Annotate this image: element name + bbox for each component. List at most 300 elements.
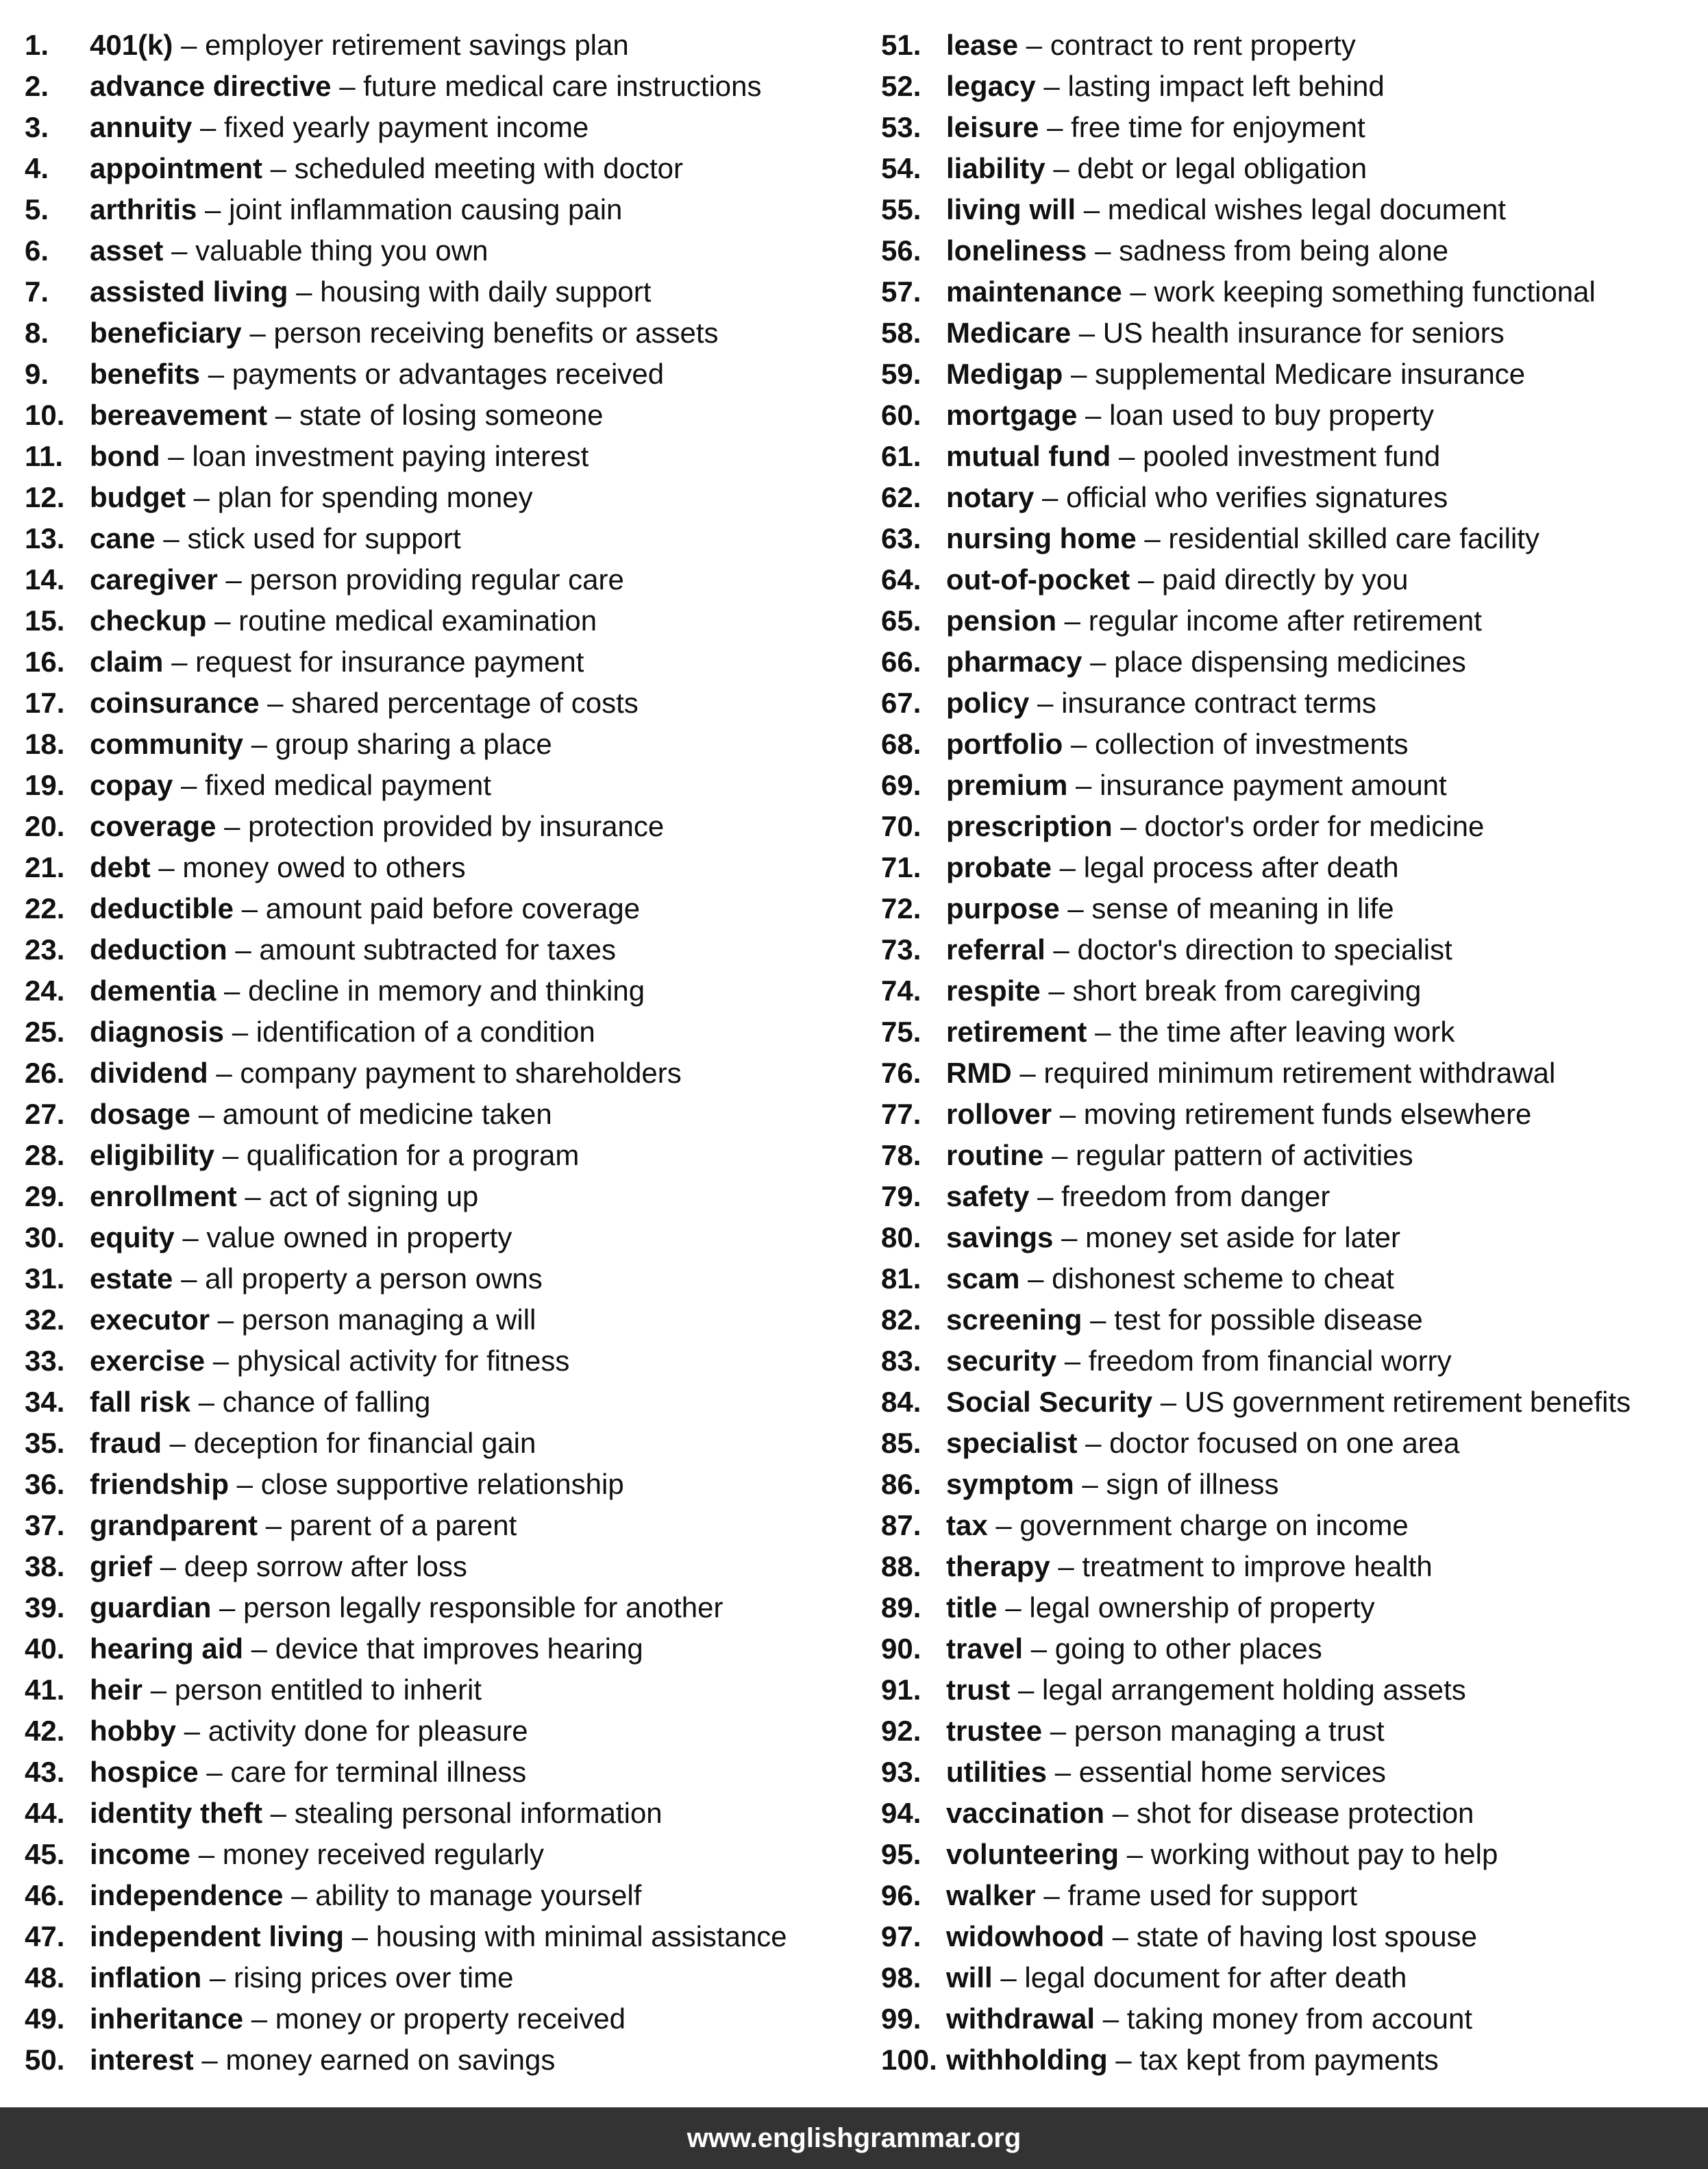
- entry-definition: government charge on income: [1019, 1509, 1409, 1541]
- entry-number: 26.: [25, 1057, 65, 1089]
- vocabulary-entry: [881, 395, 1703, 436]
- vocabulary-entry: [881, 1094, 1703, 1135]
- entry-term: Medigap: [946, 358, 1063, 390]
- vocabulary-entry: [881, 1464, 1703, 1505]
- entry-separator: –: [163, 646, 196, 678]
- entry-definition: physical activity for fitness: [236, 1345, 570, 1377]
- vocabulary-entry: [881, 1012, 1703, 1053]
- entry-separator: –: [1122, 275, 1154, 308]
- entry-separator: –: [1112, 810, 1145, 842]
- vocabulary-entry: [25, 230, 861, 271]
- entry-number: 61.: [881, 440, 921, 472]
- entry-term: debt: [90, 851, 151, 883]
- entry-term: maintenance: [946, 275, 1122, 308]
- entry-term: dosage: [90, 1098, 191, 1130]
- entry-separator: –: [217, 563, 250, 596]
- entry-term: hobby: [90, 1715, 176, 1747]
- entry-term: asset: [90, 234, 164, 267]
- vocabulary-entry: [25, 1998, 861, 2039]
- entry-number: 71.: [881, 851, 921, 883]
- entry-separator: –: [344, 1920, 376, 1952]
- entry-number: 23.: [25, 933, 65, 966]
- entry-separator: –: [1029, 687, 1062, 719]
- entry-definition: request for insurance payment: [195, 646, 584, 678]
- entry-separator: –: [1119, 1838, 1151, 1870]
- entry-separator: –: [190, 1386, 223, 1418]
- entry-separator: –: [1063, 358, 1096, 390]
- entry-number: 79.: [881, 1180, 921, 1212]
- entry-number: 25.: [25, 1016, 65, 1048]
- entry-number: 60.: [881, 399, 921, 431]
- entry-definition: dishonest scheme to cheat: [1052, 1262, 1394, 1295]
- entry-number: 38.: [25, 1550, 65, 1582]
- entry-separator: –: [1071, 317, 1103, 349]
- entry-term: guardian: [90, 1591, 212, 1623]
- entry-separator: –: [243, 1632, 275, 1665]
- entry-number: 10.: [25, 399, 65, 431]
- vocabulary-entry: [25, 1957, 861, 1998]
- entry-separator: –: [1056, 1345, 1089, 1377]
- entry-term: coinsurance: [90, 687, 260, 719]
- entry-number: 75.: [881, 1016, 921, 1048]
- vocabulary-entry: [25, 1340, 861, 1382]
- entry-number: 48.: [25, 1961, 65, 1994]
- entry-number: 47.: [25, 1920, 65, 1952]
- entry-definition: employer retirement savings plan: [205, 29, 629, 61]
- entry-separator: –: [216, 810, 249, 842]
- entry-term: respite: [946, 975, 1041, 1007]
- vocabulary-entry: [25, 354, 861, 395]
- entry-term: friendship: [90, 1468, 230, 1500]
- entry-separator: –: [1130, 563, 1162, 596]
- entry-term: screening: [946, 1303, 1082, 1336]
- entry-separator: –: [234, 892, 266, 924]
- entry-number: 5.: [25, 193, 49, 225]
- entry-definition: loan investment paying interest: [192, 440, 589, 472]
- entry-term: referral: [946, 933, 1045, 966]
- entry-term: out-of-pocket: [946, 563, 1130, 596]
- vocabulary-entry: [25, 1217, 861, 1258]
- vocabulary-entry: [881, 230, 1703, 271]
- entry-separator: –: [1040, 975, 1073, 1007]
- entry-term: probate: [946, 851, 1052, 883]
- vocabulary-entry: [881, 271, 1703, 313]
- entry-definition: US health insurance for seniors: [1102, 317, 1505, 349]
- entry-definition: amount paid before coverage: [265, 892, 641, 924]
- entry-definition: regular income after retirement: [1088, 604, 1482, 637]
- entry-definition: free time for enjoyment: [1071, 111, 1365, 143]
- entry-separator: –: [163, 234, 196, 267]
- entry-term: portfolio: [946, 728, 1063, 760]
- entry-definition: housing with daily support: [320, 275, 652, 308]
- vocabulary-entry: [881, 1258, 1703, 1299]
- entry-number: 83.: [881, 1345, 921, 1377]
- entry-number: 21.: [25, 851, 65, 883]
- entry-definition: doctor's order for medicine: [1144, 810, 1485, 842]
- entry-number: 31.: [25, 1262, 65, 1295]
- entry-separator: –: [1104, 1797, 1137, 1829]
- vocabulary-entry: [881, 806, 1703, 847]
- vocabulary-entry: [25, 1628, 861, 1669]
- entry-definition: care for terminal illness: [230, 1756, 527, 1788]
- entry-term: symptom: [946, 1468, 1074, 1500]
- entry-separator: –: [1077, 1427, 1110, 1459]
- entry-definition: the time after leaving work: [1119, 1016, 1455, 1048]
- entry-definition: amount subtracted for taxes: [259, 933, 616, 966]
- vocabulary-entry: [25, 1094, 861, 1135]
- entry-term: inflation: [90, 1961, 202, 1994]
- entry-definition: moving retirement funds elsewhere: [1083, 1098, 1532, 1130]
- entry-separator: –: [1074, 1468, 1106, 1500]
- vocabulary-entry: [881, 1587, 1703, 1628]
- entry-separator: –: [192, 111, 225, 143]
- entry-term: notary: [946, 481, 1035, 513]
- entry-definition: going to other places: [1054, 1632, 1322, 1665]
- footer-bar: [0, 2107, 1708, 2169]
- entry-number: 84.: [881, 1386, 921, 1418]
- entry-number: 46.: [25, 1879, 65, 1911]
- entry-separator: –: [1042, 1715, 1074, 1747]
- entry-term: scam: [946, 1262, 1020, 1295]
- entry-separator: –: [259, 687, 292, 719]
- entry-separator: –: [1107, 2044, 1140, 2076]
- entry-definition: payments or advantages received: [232, 358, 665, 390]
- entry-definition: legal process after death: [1083, 851, 1399, 883]
- vocabulary-entry: [25, 1299, 861, 1340]
- entry-term: claim: [90, 646, 164, 678]
- entry-separator: –: [1018, 29, 1050, 61]
- entry-term: prescription: [946, 810, 1113, 842]
- entry-term: estate: [90, 1262, 173, 1295]
- entry-term: volunteering: [946, 1838, 1119, 1870]
- vocabulary-entry: [881, 1176, 1703, 1217]
- entry-definition: legal arrangement holding assets: [1042, 1674, 1466, 1706]
- entry-separator: –: [1076, 193, 1108, 225]
- entry-term: title: [946, 1591, 998, 1623]
- vocabulary-entry: [881, 1382, 1703, 1423]
- entry-number: 45.: [25, 1838, 65, 1870]
- entry-separator: –: [1035, 1879, 1068, 1911]
- entry-term: annuity: [90, 111, 193, 143]
- entry-number: 95.: [881, 1838, 921, 1870]
- entry-separator: –: [1011, 1057, 1044, 1089]
- footer-url: www.englishgrammar.org: [686, 2122, 1022, 2153]
- entry-term: travel: [946, 1632, 1024, 1665]
- vocabulary-entry: [25, 1587, 861, 1628]
- entry-term: inheritance: [90, 2002, 244, 2035]
- vocabulary-entry: [25, 1258, 861, 1299]
- entry-term: withdrawal: [946, 2002, 1096, 2035]
- entry-definition: value owned in property: [206, 1221, 512, 1253]
- entry-term: legacy: [946, 70, 1036, 102]
- entry-definition: collection of investments: [1094, 728, 1409, 760]
- entry-separator: –: [1043, 1139, 1076, 1171]
- vocabulary-entry: [25, 2039, 861, 2081]
- entry-number: 30.: [25, 1221, 65, 1253]
- vocabulary-entry: [25, 313, 861, 354]
- entry-number: 90.: [881, 1632, 921, 1665]
- entry-number: 37.: [25, 1509, 65, 1541]
- entry-separator: –: [1019, 1262, 1052, 1295]
- entry-number: 92.: [881, 1715, 921, 1747]
- entry-separator: –: [216, 975, 249, 1007]
- entry-number: 81.: [881, 1262, 921, 1295]
- entry-term: lease: [946, 29, 1019, 61]
- vocabulary-entry: [881, 1053, 1703, 1094]
- entry-number: 76.: [881, 1057, 921, 1089]
- entry-number: 41.: [25, 1674, 65, 1706]
- entry-number: 94.: [881, 1797, 921, 1829]
- entry-number: 49.: [25, 2002, 65, 2035]
- entry-separator: –: [1029, 1180, 1062, 1212]
- entry-definition: residential skilled care facility: [1168, 522, 1539, 554]
- entry-definition: person providing regular care: [249, 563, 624, 596]
- entry-separator: –: [1059, 892, 1092, 924]
- entry-term: beneficiary: [90, 317, 242, 349]
- entry-number: 58.: [881, 317, 921, 349]
- entry-definition: taking money from account: [1126, 2002, 1472, 2035]
- entry-separator: –: [173, 769, 206, 801]
- entry-number: 15.: [25, 604, 65, 637]
- vocabulary-entry: [25, 806, 861, 847]
- entry-number: 17.: [25, 687, 65, 719]
- entry-definition: legal document for after death: [1024, 1961, 1407, 1994]
- vocabulary-entry: [881, 1546, 1703, 1587]
- entry-number: 65.: [881, 604, 921, 637]
- vocabulary-entry: [25, 1916, 861, 1957]
- entry-number: 12.: [25, 481, 65, 513]
- entry-number: 9.: [25, 358, 49, 390]
- vocabulary-entry: [881, 1217, 1703, 1258]
- entry-definition: qualification for a program: [246, 1139, 580, 1171]
- entry-number: 80.: [881, 1221, 921, 1253]
- entry-separator: –: [1045, 933, 1078, 966]
- entry-definition: lasting impact left behind: [1067, 70, 1385, 102]
- entry-number: 36.: [25, 1468, 65, 1500]
- entry-separator: –: [193, 2044, 226, 2076]
- entry-definition: deep sorrow after loss: [184, 1550, 467, 1582]
- entry-term: mortgage: [946, 399, 1078, 431]
- vocabulary-entry: [25, 970, 861, 1012]
- entry-number: 54.: [881, 152, 921, 184]
- entry-separator: –: [331, 70, 364, 102]
- entry-term: rollover: [946, 1098, 1052, 1130]
- entry-term: purpose: [946, 892, 1060, 924]
- entry-separator: –: [1082, 1303, 1115, 1336]
- entry-definition: housing with minimal assistance: [375, 1920, 787, 1952]
- entry-term: advance directive: [90, 70, 332, 102]
- entry-definition: decline in memory and thinking: [248, 975, 645, 1007]
- vocabulary-entry: [25, 1505, 861, 1546]
- vocabulary-entry: [881, 107, 1703, 148]
- entry-definition: state of having lost spouse: [1136, 1920, 1477, 1952]
- entry-number: 3.: [25, 111, 49, 143]
- entry-definition: loan used to buy property: [1109, 399, 1435, 431]
- entry-number: 55.: [881, 193, 921, 225]
- vocabulary-entry: [25, 888, 861, 929]
- entry-term: living will: [946, 193, 1076, 225]
- vocabulary-entry: [25, 1711, 861, 1752]
- vocabulary-entry: [881, 1669, 1703, 1711]
- entry-number: 44.: [25, 1797, 65, 1829]
- entry-separator: –: [143, 1674, 175, 1706]
- entry-definition: activity done for pleasure: [208, 1715, 528, 1747]
- entry-number: 2.: [25, 70, 49, 102]
- vocabulary-entry: [25, 929, 861, 970]
- entry-term: deductible: [90, 892, 234, 924]
- entry-definition: doctor focused on one area: [1109, 1427, 1460, 1459]
- entry-term: savings: [946, 1221, 1054, 1253]
- entry-separator: –: [267, 399, 299, 431]
- entry-separator: –: [1039, 111, 1072, 143]
- entry-separator: –: [243, 728, 275, 760]
- vocabulary-entry: [881, 477, 1703, 518]
- vocabulary-entry: [25, 189, 861, 230]
- entry-definition: paid directly by you: [1162, 563, 1409, 596]
- entry-separator: –: [1087, 1016, 1119, 1048]
- vocabulary-entry: [881, 847, 1703, 888]
- vocabulary-entry: [881, 724, 1703, 765]
- entry-definition: sign of illness: [1106, 1468, 1279, 1500]
- entry-term: bond: [90, 440, 160, 472]
- vocabulary-entry: [881, 559, 1703, 600]
- entry-term: dividend: [90, 1057, 208, 1089]
- entry-separator: –: [236, 1180, 269, 1212]
- entry-definition: identification of a condition: [256, 1016, 595, 1048]
- entry-separator: –: [987, 1509, 1020, 1541]
- entry-separator: –: [190, 1838, 223, 1870]
- entry-term: fall risk: [90, 1386, 191, 1418]
- entry-number: 85.: [881, 1427, 921, 1459]
- entry-term: trustee: [946, 1715, 1043, 1747]
- entry-definition: test for possible disease: [1114, 1303, 1423, 1336]
- entry-term: arthritis: [90, 193, 197, 225]
- entry-separator: –: [224, 1016, 256, 1048]
- vocabulary-entry: [881, 1998, 1703, 2039]
- vocabulary-entry: [881, 1834, 1703, 1875]
- entry-separator: –: [205, 1345, 237, 1377]
- vocabulary-entry: [881, 1340, 1703, 1382]
- entry-term: benefits: [90, 358, 201, 390]
- entry-term: hospice: [90, 1756, 199, 1788]
- entry-separator: –: [283, 1879, 316, 1911]
- entry-separator: –: [198, 1756, 231, 1788]
- entry-term: Medicare: [946, 317, 1072, 349]
- vocabulary-entry: [25, 641, 861, 683]
- entry-definition: stick used for support: [187, 522, 461, 554]
- vocabulary-entry: [25, 66, 861, 107]
- entry-separator: –: [190, 1098, 223, 1130]
- entry-separator: –: [1087, 234, 1119, 267]
- entry-number: 20.: [25, 810, 65, 842]
- vocabulary-entry: [881, 189, 1703, 230]
- entry-separator: –: [1023, 1632, 1055, 1665]
- entry-separator: –: [150, 851, 183, 883]
- entry-term: specialist: [946, 1427, 1078, 1459]
- vocabulary-entry: [25, 518, 861, 559]
- entry-term: pension: [946, 604, 1057, 637]
- entry-separator: –: [197, 193, 230, 225]
- entry-definition: sense of meaning in life: [1091, 892, 1394, 924]
- entry-number: 86.: [881, 1468, 921, 1500]
- entry-definition: money or property received: [275, 2002, 626, 2035]
- vocabulary-entry: [881, 2039, 1703, 2081]
- entry-term: community: [90, 728, 244, 760]
- vocabulary-entry: [25, 1793, 861, 1834]
- entry-definition: money set aside for later: [1085, 1221, 1401, 1253]
- entry-definition: work keeping something functional: [1154, 275, 1596, 308]
- entry-number: 72.: [881, 892, 921, 924]
- entry-number: 59.: [881, 358, 921, 390]
- entry-term: RMD: [946, 1057, 1012, 1089]
- vocabulary-entry: [881, 888, 1703, 929]
- entry-number: 96.: [881, 1879, 921, 1911]
- entry-term: 401(k): [90, 29, 173, 61]
- entry-definition: medical wishes legal document: [1107, 193, 1507, 225]
- entry-term: grief: [90, 1550, 153, 1582]
- entry-number: 64.: [881, 563, 921, 596]
- entry-term: nursing home: [946, 522, 1137, 554]
- vocabulary-entry: [881, 66, 1703, 107]
- entry-definition: working without pay to help: [1150, 1838, 1498, 1870]
- entry-number: 4.: [25, 152, 49, 184]
- entry-definition: person receiving benefits or assets: [273, 317, 719, 349]
- entry-term: dementia: [90, 975, 216, 1007]
- entry-number: 27.: [25, 1098, 65, 1130]
- entry-separator: –: [162, 1427, 194, 1459]
- entry-definition: scheduled meeting with doctor: [294, 152, 684, 184]
- entry-separator: –: [227, 933, 260, 966]
- entry-term: utilities: [946, 1756, 1048, 1788]
- entry-definition: freedom from danger: [1061, 1180, 1330, 1212]
- entry-number: 51.: [881, 29, 921, 61]
- entry-term: security: [946, 1345, 1057, 1377]
- vocabulary-entry: [881, 1957, 1703, 1998]
- vocabulary-entry: [25, 1176, 861, 1217]
- entry-number: 97.: [881, 1920, 921, 1952]
- entry-definition: place dispensing medicines: [1114, 646, 1466, 678]
- vocabulary-entry: [881, 25, 1703, 66]
- entry-term: cane: [90, 522, 156, 554]
- entry-term: will: [946, 1961, 993, 1994]
- entry-definition: stealing personal information: [294, 1797, 663, 1829]
- entry-definition: routine medical examination: [238, 604, 597, 637]
- entry-number: 50.: [25, 2044, 65, 2076]
- entry-definition: freedom from financial worry: [1088, 1345, 1452, 1377]
- vocabulary-entry: [25, 683, 861, 724]
- entry-number: 14.: [25, 563, 65, 596]
- entry-definition: group sharing a place: [275, 728, 552, 760]
- entry-definition: fixed medical payment: [205, 769, 491, 801]
- entry-definition: joint inflammation causing pain: [229, 193, 623, 225]
- entry-definition: supplemental Medicare insurance: [1095, 358, 1526, 390]
- entry-number: 57.: [881, 275, 921, 308]
- entry-separator: –: [1010, 1674, 1043, 1706]
- vocabulary-entry: [881, 1423, 1703, 1464]
- entry-separator: –: [175, 1715, 208, 1747]
- entry-separator: –: [185, 481, 218, 513]
- vocabulary-entry: [881, 518, 1703, 559]
- entry-separator: –: [1104, 1920, 1137, 1952]
- entry-number: 82.: [881, 1303, 921, 1336]
- entry-term: withholding: [946, 2044, 1108, 2076]
- entry-definition: state of losing someone: [299, 399, 604, 431]
- entry-term: identity theft: [90, 1797, 262, 1829]
- vocabulary-entry: [881, 641, 1703, 683]
- entry-separator: –: [1067, 769, 1100, 801]
- entry-definition: future medical care instructions: [363, 70, 762, 102]
- entry-separator: –: [1056, 604, 1089, 637]
